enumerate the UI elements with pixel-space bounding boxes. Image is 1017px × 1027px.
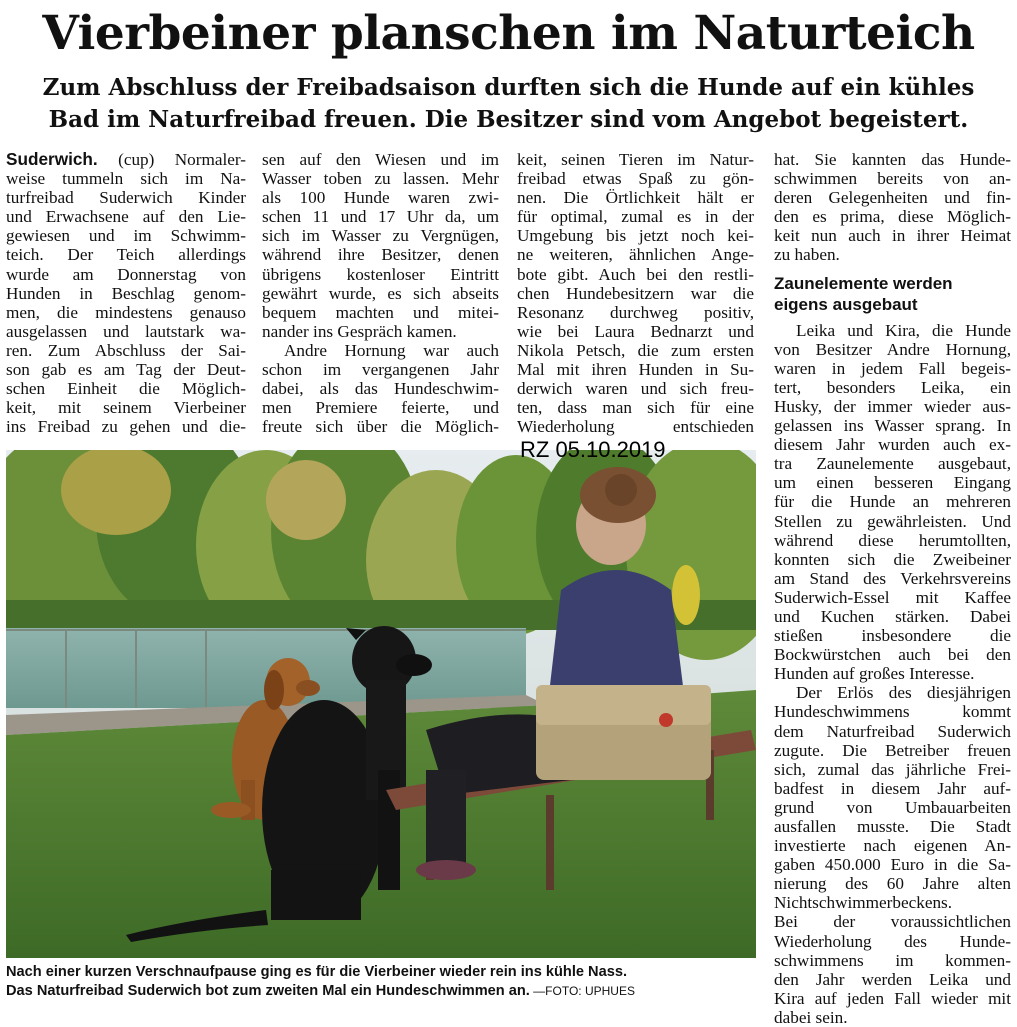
text-line: Suderwich-Essel mit Kaffee — [774, 587, 1011, 607]
section-subheading — [774, 273, 1011, 315]
caption-line — [6, 982, 766, 1001]
text-line: tert, besonders Leika, ein — [774, 377, 1011, 397]
article-column-3 — [517, 150, 754, 436]
text-line: ins Freibad zu gehen und die- — [6, 417, 246, 437]
text-line: freute sich über die Möglich- — [262, 417, 499, 437]
text-line: weise tummeln sich im Na- — [6, 169, 246, 189]
text-line: nander ins Gespräch kamen. — [262, 321, 457, 341]
text-line: bequem machten und mitei- — [262, 302, 499, 322]
article-column-4 — [774, 150, 1011, 1027]
text-line: investierte nach eigenen An- — [774, 836, 1011, 856]
text-line: wie bei Laura Bednarzt und — [517, 321, 754, 341]
text-line: als 100 Hunde waren zwi- — [262, 188, 499, 208]
text-line: dem Naturfreibad Suderwich — [774, 721, 1011, 741]
photo-caption — [6, 963, 766, 1001]
subheading-line: Zaunelemente werden — [774, 273, 953, 293]
text-line: schwimmen bereits von an- — [774, 169, 1011, 189]
text-line: während diese herumtollten, — [774, 530, 1011, 550]
text-line: Hunden auf großes Interesse. — [774, 664, 975, 684]
text-line: chen Hundebesitzern war die — [517, 283, 754, 303]
text-line: dabei sein. — [774, 1007, 848, 1027]
subheading-line: eigens ausgebaut — [774, 294, 918, 314]
text-line: freibad etwas Spaß zu gön- — [517, 169, 754, 189]
text-line: für optimal, zumal es in der — [517, 207, 754, 227]
text-line: zugute. Die Betreiber freuen — [774, 740, 1011, 760]
text-line: und Erwachsene auf den Lie- — [6, 207, 246, 227]
text-line: wurde am Donnerstag von — [6, 264, 246, 284]
date-stamp: RZ 05.10.2019 — [520, 437, 666, 462]
text-line — [6, 150, 246, 169]
text-line: den es prima, diese Möglich- — [774, 207, 1011, 227]
text-line: nierung des 60 Jahre alten — [774, 874, 1011, 894]
text-line: ren. Zum Abschluss der Sai- — [6, 340, 246, 360]
text-line: derwich waren und sich freu- — [517, 379, 754, 399]
subheadline-line: Bad im Naturfreibad freuen. Die Besitzer sind vom Angebot begeistert. — [48, 106, 969, 133]
text-line: badfest in diesem Jahr auf- — [774, 778, 1011, 798]
text-line: son gab es am Tag der Deut- — [6, 360, 246, 380]
text-line: bote gibt. Auch bei den restli- — [517, 264, 754, 284]
text-line: ausgelassen und lautstark wa- — [6, 321, 246, 341]
text-line: um einen besseren Eingang — [774, 473, 1011, 493]
text-line: Nichtschwimmerbeckens. — [774, 893, 953, 913]
text-line: sich, zumal das jährliche Frei- — [774, 759, 1011, 779]
text-line: Resonanz durchweg positiv, — [517, 302, 754, 322]
text-line: Der Erlös des diesjährigen — [796, 683, 1011, 703]
text-line: sen auf den Wiesen und im — [262, 150, 499, 169]
dateline: Suderwich. — [6, 150, 98, 169]
article-photo — [6, 450, 756, 958]
text-line: schon im vergangenen Jahr — [262, 360, 499, 380]
text-line: nen. Die Örtlichkeit hält er — [517, 188, 754, 208]
subheadline-line: Zum Abschluss der Freibadsaison durften sich die Hunde auf ein kühles — [42, 74, 975, 101]
text-line: deren Gelegenheiten und fin- — [774, 188, 1011, 208]
caption-line: Nach einer kurzen Verschnaufpause ging es für die Vierbeiner wieder rein ins kühle Nass. — [6, 964, 627, 980]
text-line: von Besitzer Andre Hornung, — [774, 339, 1011, 359]
text-line: men, die mindestens genauso — [6, 302, 246, 322]
text-line: Stellen zu gewährleisten. Und — [774, 511, 1011, 531]
text-line: gelassen ins Wasser sprang. In — [774, 416, 1011, 436]
text-line: ten, dass man sich für eine — [517, 398, 754, 418]
text-line: Nikola Petsch, die zum ersten — [517, 340, 754, 360]
text-line: gewiesen und im Schwimm- — [6, 226, 246, 246]
text-line: hat. Sie kannten das Hunde- — [774, 150, 1011, 169]
text-line: keit nun auch in ihrer Heimat — [774, 226, 1011, 246]
text-line: diesem Jahr wurden auch ex- — [774, 435, 1011, 455]
text-line: Husky, der immer wieder aus- — [774, 396, 1011, 416]
text-line: Hunden in Beschlag genom- — [6, 283, 246, 303]
text-line: Umgebung bis jetzt noch kei- — [517, 226, 754, 246]
text-line: Bei der voraussichtlichen — [774, 912, 1011, 932]
text-line: gaben 450.000 Euro in die Sa- — [774, 855, 1011, 875]
text-line: zu haben. — [774, 245, 840, 265]
text-line: keit, mit seinem Vierbeiner — [6, 398, 246, 418]
text-line: für die Hunde an mehreren — [774, 492, 1011, 512]
shoulder-bag — [536, 685, 711, 780]
text-line: schwimmens im kommen- — [774, 950, 1011, 970]
text-line: ne weiteren, ähnlichen Ange- — [517, 245, 754, 265]
text-line: dabei, als das Hundeschwim- — [262, 379, 499, 399]
text-line: stießen insbesondere die — [774, 626, 1011, 646]
text-line: übrigens kostenloser Eintritt — [262, 264, 499, 284]
headline: Vierbeiner planschen im Naturteich — [42, 6, 975, 61]
text-line: Kira auf jeden Fall wieder mit — [774, 988, 1011, 1008]
text-line: und Kuchen stärken. Dabei — [774, 606, 1011, 626]
text-line: grund von Umbauarbeiten — [774, 797, 1011, 817]
text-line: waren in jedem Fall begeis- — [774, 358, 1011, 378]
text-line: teich. Der Teich allerdings — [6, 245, 246, 265]
text-line: Wasser toben zu lassen. Mehr — [262, 169, 499, 189]
text-line: gewährt wurde, es sich abseits — [262, 283, 499, 303]
text-line: am Stand des Verkehrsvereins — [774, 568, 1011, 588]
text-line: Leika und Kira, die Hunde — [796, 320, 1011, 340]
subheadline — [20, 72, 997, 136]
text-line: Mal mit ihren Hunden in Su- — [517, 360, 754, 380]
text-line: Andre Hornung war auch — [284, 340, 499, 360]
text-line: schen 11 und 17 Uhr da, um — [262, 207, 499, 227]
text-line: konnten sich die Zweibeiner — [774, 549, 1011, 569]
text-line: Wiederholung des Hunde- — [774, 931, 1011, 951]
text-line: Hundeschwimmens kommt — [774, 702, 1011, 722]
text-line: keit, seinen Tieren im Natur- — [517, 150, 754, 169]
text-line: während ihre Besitzer, denen — [262, 245, 499, 265]
text-line: ausfallen musste. Die Stadt — [774, 817, 1011, 836]
text-line: Wiederholung entschieden — [517, 417, 754, 437]
text-line: tra Zaunelemente ausgebaut, — [774, 454, 1011, 474]
text-line: sich im Wasser zu Vergnügen, — [262, 226, 499, 246]
article-column-2 — [262, 150, 499, 436]
photo-credit: —FOTO: UPHUES — [529, 984, 635, 998]
text-line: schen Einheit die Möglich- — [6, 379, 246, 399]
text-line: turfreibad Suderwich Kinder — [6, 188, 246, 208]
article-column-1 — [6, 150, 246, 436]
text-line-rest: (cup) Normaler- — [97, 150, 246, 169]
text-line: den Jahr werden Leika und — [774, 969, 1011, 989]
caption-text: Das Naturfreibad Suderwich bot zum zweiten Mal ein Hundeschwimmen an. — [6, 983, 530, 999]
text-line: Bockwürstchen auch bei den — [774, 645, 1011, 665]
text-line: men Premiere feierte, und — [262, 398, 499, 418]
